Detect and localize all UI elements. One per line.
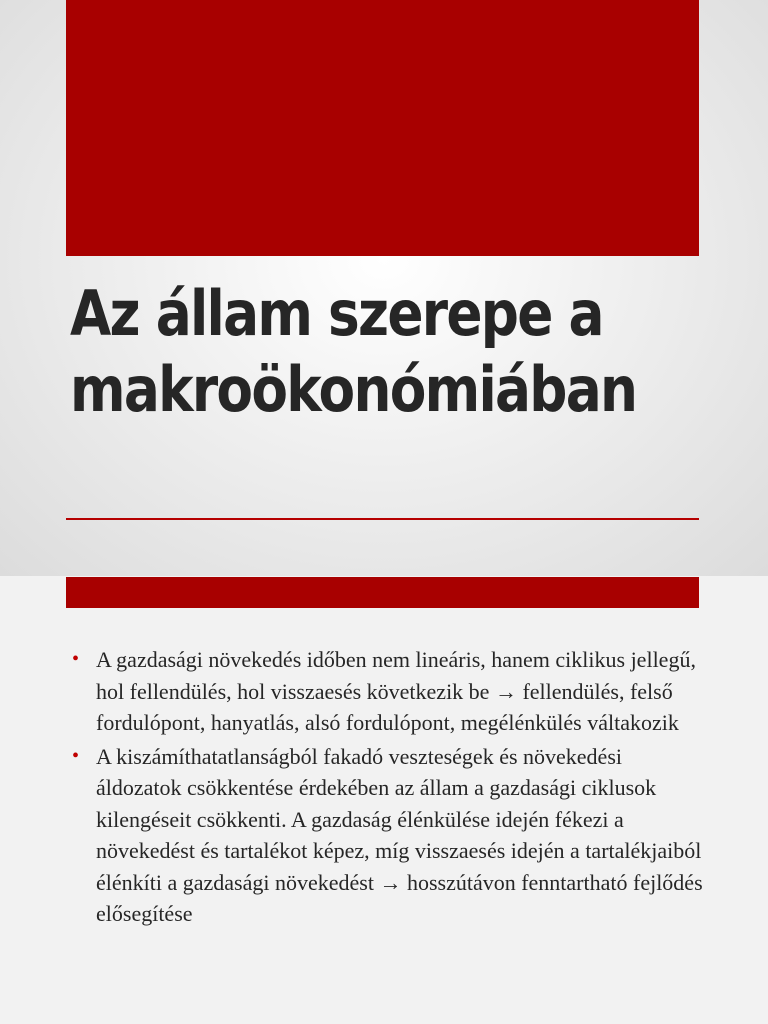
bullet-item (70, 644, 710, 739)
bullet-icon: • (72, 744, 80, 767)
slide-title-line-2: makroökonómiában (70, 353, 637, 426)
slide-title (70, 276, 637, 428)
title-divider (66, 518, 699, 520)
bullet-icon: • (72, 648, 80, 670)
header-red-block (66, 0, 699, 256)
slide-content (70, 644, 710, 932)
bullet-text: A kiszámíthatatlanságból fakadó veszteségek és növekedési áldozatok csökkentése érdekében az állam a gazdasági ciklusok kilengéseit csökkenti. A gazdaság élénkülése idején fékezi a növekedést és tartalékot képez, míg visszaesés idején a tartalékjaiból élénkíti a gazdasági növekedést → hosszútávon fenntartható fejlődés elősegítése (96, 743, 703, 926)
bullet-item (70, 741, 710, 930)
slide-title-line-1: Az állam szerepe a (70, 277, 603, 350)
bullet-text: A gazdasági növekedés időben nem lineáris, hanem ciklikus jellegű, hol fellendülés, hol visszaesés következik be → fellendülés, felső fordulópont, hanyatlás, alsó fordulópont, megélénkülés váltakozik (96, 647, 696, 735)
section-red-bar (66, 577, 699, 608)
bullet-list (70, 644, 710, 930)
